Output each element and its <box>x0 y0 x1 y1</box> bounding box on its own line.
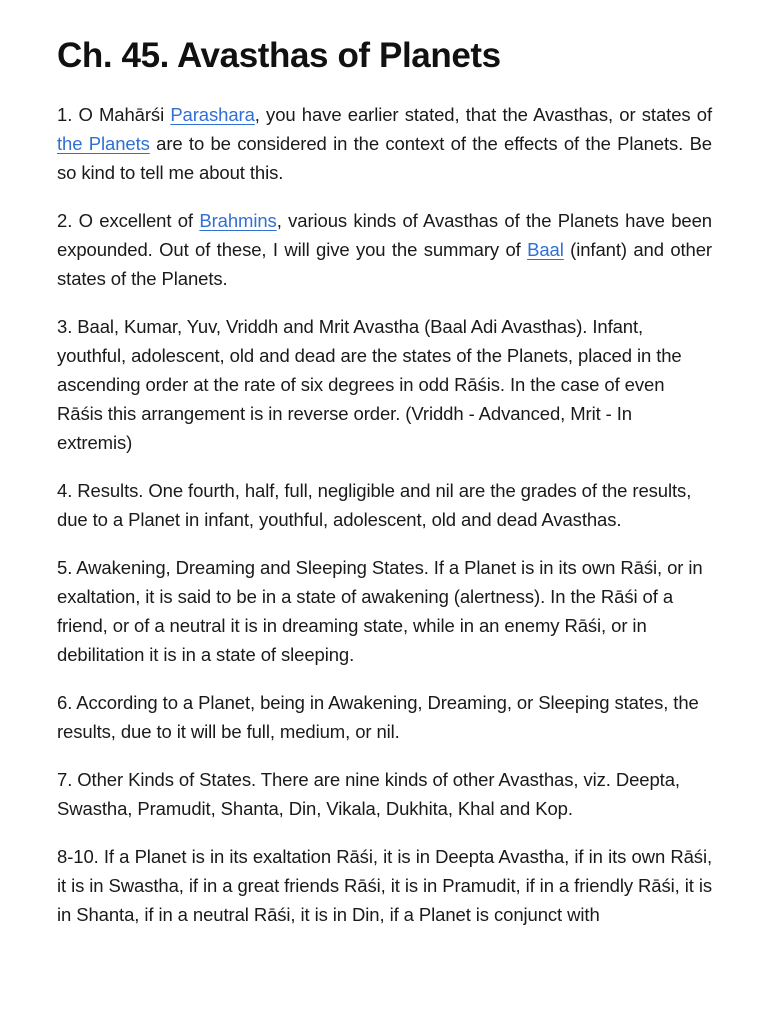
paragraph-7: 7. Other Kinds of States. There are nine kinds of other Avasthas, viz. Deepta, Swastha, Pramudit, Shanta, Din, Vikala, Dukhita, Khal and Kop. <box>57 769 680 819</box>
text-run: , you have earlier stated, that the Avasthas, or states of <box>254 104 712 125</box>
paragraph-5: 5. Awakening, Dreaming and Sleeping States. If a Planet is in its own Rāśi, or in exaltation, it is said to be in a state of awakening (alertness). In the Rāśi of a friend, or of a neutral it is in dreaming state, while in an enemy Rāśi, or in debilitation it is in a state of sleeping. <box>57 557 703 665</box>
paragraph-2 <box>57 206 712 293</box>
text-run: 2. O excellent of <box>57 210 200 231</box>
page-title: Ch. 45. Avasthas of Planets <box>57 36 501 75</box>
paragraph-8-10: 8-10. If a Planet is in its exaltation Rāśi, it is in Deepta Avastha, if in its own Rāśi, it is in Swastha, if in a great friends Rāśi, it is in Pramudit, if in a friendly Rāśi, it is in Shanta, if in a neutral Rāśi, it is in Din, if a Planet is conjunct with <box>57 846 712 925</box>
text-run: 1. O Mahārśi <box>57 104 171 125</box>
link-the-planets[interactable]: the Planets <box>57 133 150 154</box>
paragraph-4: 4. Results. One fourth, half, full, negligible and nil are the grades of the results, due to a Planet in infant, youthful, adolescent, old and dead Avasthas. <box>57 480 692 530</box>
paragraph-3: 3. Baal, Kumar, Yuv, Vriddh and Mrit Avastha (Baal Adi Avasthas). Infant, youthful, adolescent, old and dead are the states of the Planets, placed in the ascending order at the rate of six degrees in odd Rāśis. In the case of even Rāśis this arrangement is in reverse order. (Vriddh - Advanced, Mrit - In extremis) <box>57 316 682 453</box>
link-parashara[interactable]: Parashara <box>170 104 255 125</box>
link-brahmins[interactable]: Brahmins <box>199 210 277 231</box>
link-baal[interactable]: Baal <box>527 239 564 260</box>
paragraph-6: 6. According to a Planet, being in Awakening, Dreaming, or Sleeping states, the results, due to it will be full, medium, or nil. <box>57 692 699 742</box>
text-run: are to be considered in the context of the effects of the Planets. Be so kind to tell me about this. <box>57 133 712 183</box>
text-run: , various kinds of Avasthas of the Planets have been expounded. Out of these, I will give you the summary of <box>57 210 712 260</box>
text-run: (infant) and other states of the Planets. <box>57 239 712 289</box>
paragraph-1 <box>57 100 712 187</box>
